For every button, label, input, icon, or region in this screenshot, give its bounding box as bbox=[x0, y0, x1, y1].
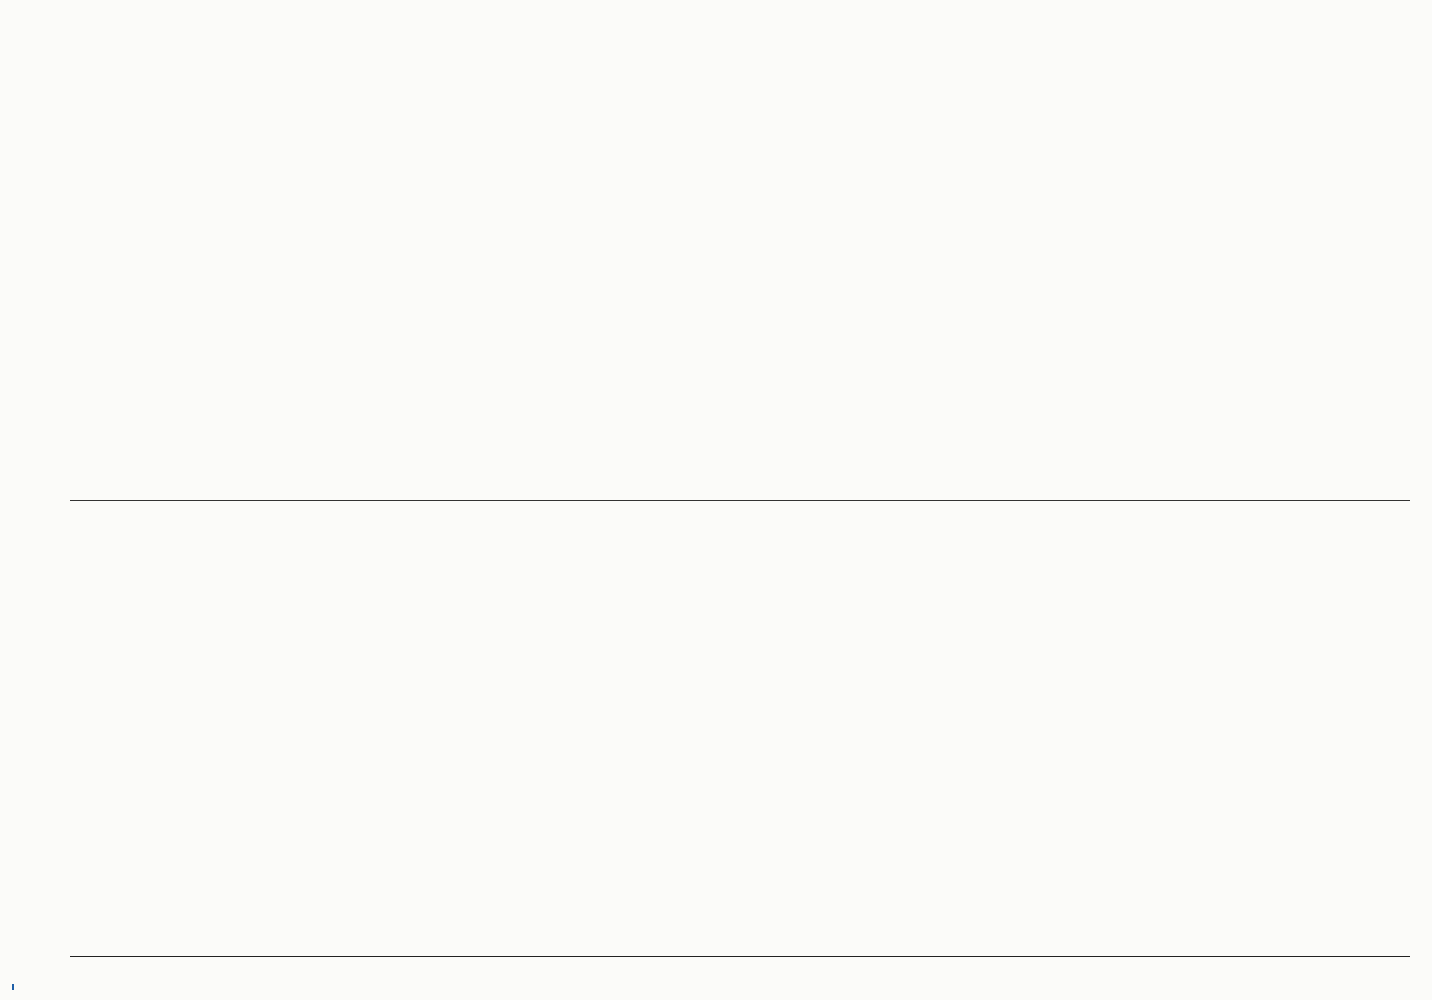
dfg-logo bbox=[12, 984, 14, 990]
running-header bbox=[70, 956, 1410, 982]
column-upper-text bbox=[70, 468, 1410, 480]
newspaper-page bbox=[70, 22, 1410, 982]
column-divider bbox=[70, 500, 1410, 501]
column-lower-text bbox=[70, 940, 1410, 952]
digitization-credit bbox=[4, 140, 22, 990]
column-lower bbox=[70, 522, 1410, 952]
column-upper bbox=[70, 50, 1410, 480]
